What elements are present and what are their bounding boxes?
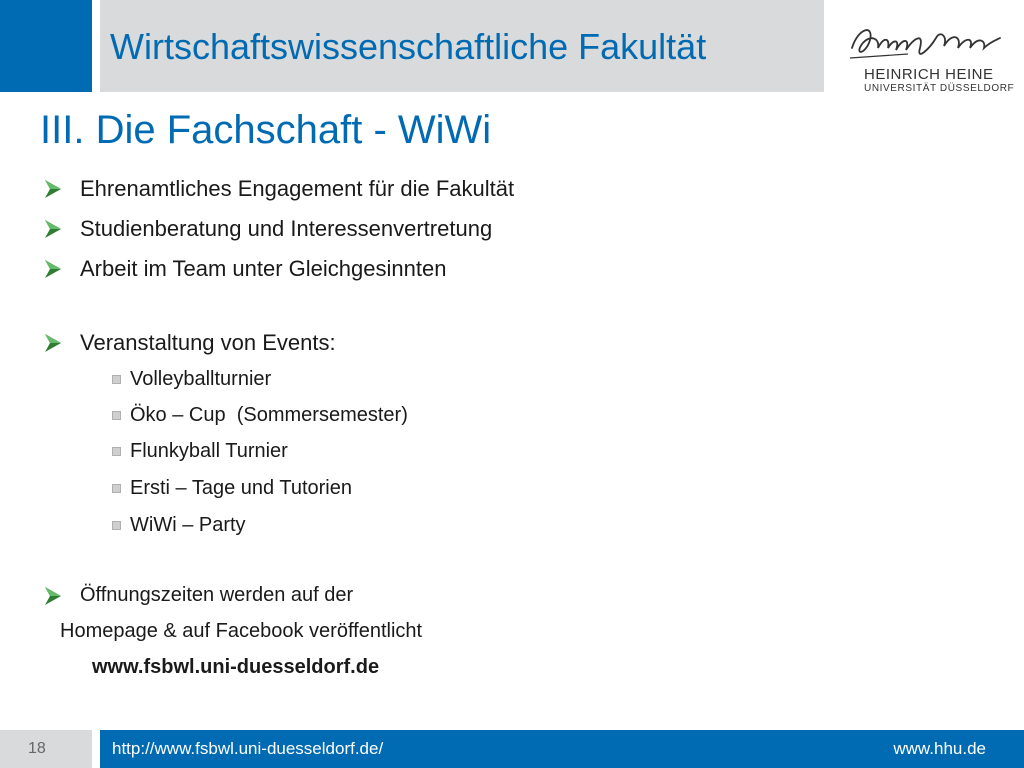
opening-continuation: Homepage & auf Facebook veröffentlicht bbox=[60, 620, 423, 642]
heine-signature-icon bbox=[844, 18, 1004, 66]
bullet-text: Veranstaltung von Events: bbox=[80, 330, 336, 355]
footer-url-link[interactable]: http://www.fsbwl.uni-duesseldorf.de/ bbox=[112, 739, 384, 758]
faculty-title: Wirtschaftswissenschaftliche Fakultät bbox=[110, 26, 707, 67]
footer-hhu-link[interactable]: www.hhu.de bbox=[893, 739, 986, 758]
arrow-bullet-icon bbox=[42, 178, 64, 200]
event-item bbox=[112, 440, 288, 463]
university-logo[interactable] bbox=[840, 18, 1015, 98]
square-bullet-icon bbox=[112, 521, 121, 530]
bullet-item bbox=[42, 216, 492, 242]
logo-name: HEINRICH HEINE bbox=[864, 66, 994, 83]
website-link[interactable]: www.fsbwl.uni-duesseldorf.de bbox=[92, 656, 380, 678]
bullet-text: Arbeit im Team unter Gleichgesinnten bbox=[80, 256, 447, 281]
event-text: WiWi – Party bbox=[130, 514, 246, 536]
footer-number-block bbox=[0, 730, 92, 768]
event-text: Öko – Cup (Sommersemester) bbox=[130, 404, 408, 426]
event-text: Volleyballturnier bbox=[130, 368, 272, 390]
square-bullet-icon bbox=[112, 484, 121, 493]
logo-university: UNIVERSITÄT DÜSSELDORF bbox=[864, 83, 1015, 94]
event-text: Flunkyball Turnier bbox=[130, 440, 288, 462]
bullet-item bbox=[42, 330, 336, 356]
slide-number: 18 bbox=[28, 740, 46, 757]
arrow-bullet-icon bbox=[42, 332, 64, 354]
bullet-item bbox=[42, 584, 353, 607]
bullet-item bbox=[42, 176, 514, 202]
bullet-item bbox=[42, 256, 446, 282]
event-item bbox=[112, 514, 246, 537]
square-bullet-icon bbox=[112, 375, 121, 384]
square-bullet-icon bbox=[112, 411, 121, 420]
square-bullet-icon bbox=[112, 447, 121, 456]
event-item bbox=[112, 477, 352, 500]
event-item bbox=[112, 368, 271, 391]
arrow-bullet-icon bbox=[42, 258, 64, 280]
event-text: Ersti – Tage und Tutorien bbox=[130, 477, 352, 499]
arrow-bullet-icon bbox=[42, 585, 64, 607]
bullet-text: Ehrenamtliches Engagement für die Fakultät bbox=[80, 176, 515, 201]
event-item bbox=[112, 404, 408, 427]
slide-title: III. Die Fachschaft - WiWi bbox=[40, 108, 492, 152]
bullet-text: Öffnungszeiten werden auf der bbox=[80, 584, 354, 606]
arrow-bullet-icon bbox=[42, 218, 64, 240]
header-left-block bbox=[0, 0, 92, 92]
bullet-text: Studienberatung und Interessenvertretung bbox=[80, 216, 493, 241]
